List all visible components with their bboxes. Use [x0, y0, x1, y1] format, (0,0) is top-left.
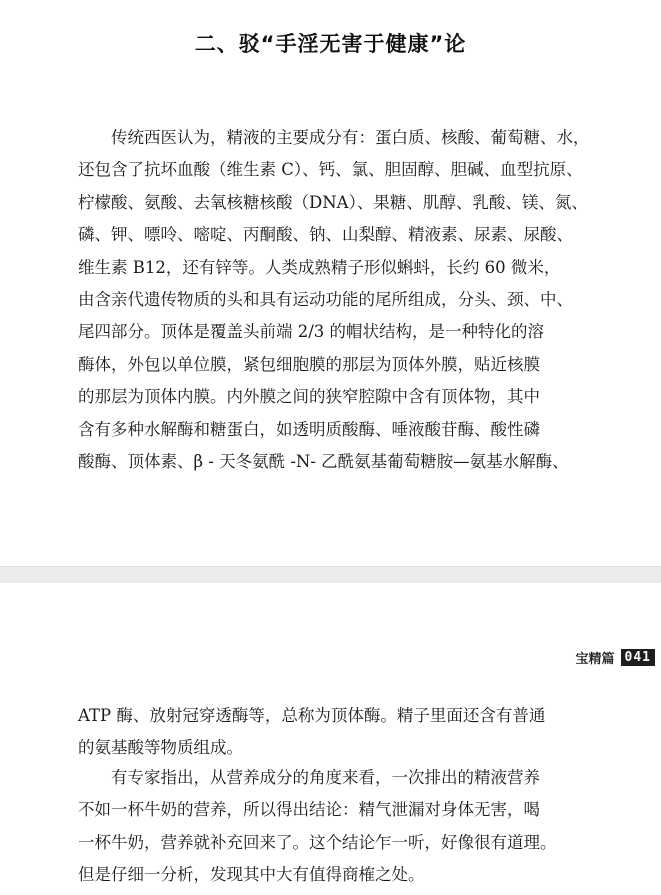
page-separator — [0, 566, 661, 584]
paragraph-3 — [78, 762, 598, 892]
paragraph-line: 含有多种水解酶和糖蛋白，如透明质酸酶、唾液酸苷酶、酸性磷 — [78, 419, 540, 439]
paragraph-line: 但是仔细一分析，发现其中大有值得商榷之处。 — [78, 865, 425, 885]
paragraph-line: 尾四部分。顶体是覆盖头前端 2/3 的帽状结构，是一种特化的溶 — [78, 322, 545, 342]
paragraph-line: 由含亲代遗传物质的头和具有运动功能的尾所组成，分头、颈、中、 — [78, 289, 573, 309]
paragraph-line: 有专家指出，从营养成分的角度来看，一次排出的精液营养 — [78, 768, 540, 787]
paragraph-line: 的那层为顶体内膜。内外膜之间的狭窄腔隙中含有顶体物，其中 — [78, 387, 540, 407]
paragraph-line: ATP 酶、放射冠穿透酶等，总称为顶体酶。精子里面还含有普通 — [78, 706, 546, 725]
section-name: 宝精篇 — [575, 652, 615, 667]
page-number-badge: 041 — [621, 649, 655, 666]
paragraph-line: 的氨基酸等物质组成。 — [78, 738, 243, 758]
paragraph-line: 磷、钾、嘌呤、嘧啶、丙酮酸、钠、山梨醇、精液素、尿素、尿酸、 — [78, 225, 573, 245]
paragraph-1 — [78, 122, 598, 478]
paragraph-2 — [78, 700, 598, 765]
paragraph-line: 一杯牛奶，营养就补充回来了。这个结论乍一听，好像很有道理。 — [78, 832, 557, 852]
paragraph-line: 还包含了抗坏血酸（维生素 C）、钙、氯、胆固醇、胆碱、血型抗原、 — [78, 160, 583, 180]
paragraph-line: 柠檬酸、氨酸、去氧核糖核酸（DNA）、果糖、肌醇、乳酸、镁、氮、 — [78, 192, 588, 212]
paragraph-line: 酶体，外包以单位膜，紧包细胞膜的那层为顶体外膜，贴近核膜 — [78, 354, 540, 374]
paragraph-line: 不如一杯牛奶的营养，所以得出结论：精气泄漏对身体无害，喝 — [78, 800, 540, 820]
paragraph-line: 维生素 B12，还有锌等。人类成熟精子形似蝌蚪，长约 60 微米， — [78, 257, 561, 277]
running-header — [576, 648, 656, 667]
paragraph-line: 传统西医认为，精液的主要成分有：蛋白质、核酸、葡萄糖、水， — [78, 128, 590, 147]
page-title: 二、驳“手淫无害于健康”论 — [194, 32, 467, 56]
paragraph-line: 酸酶、顶体素、β - 天冬氨酰 -N- 乙酰氨基葡萄糖胺—氨基水解酶、 — [78, 451, 569, 471]
